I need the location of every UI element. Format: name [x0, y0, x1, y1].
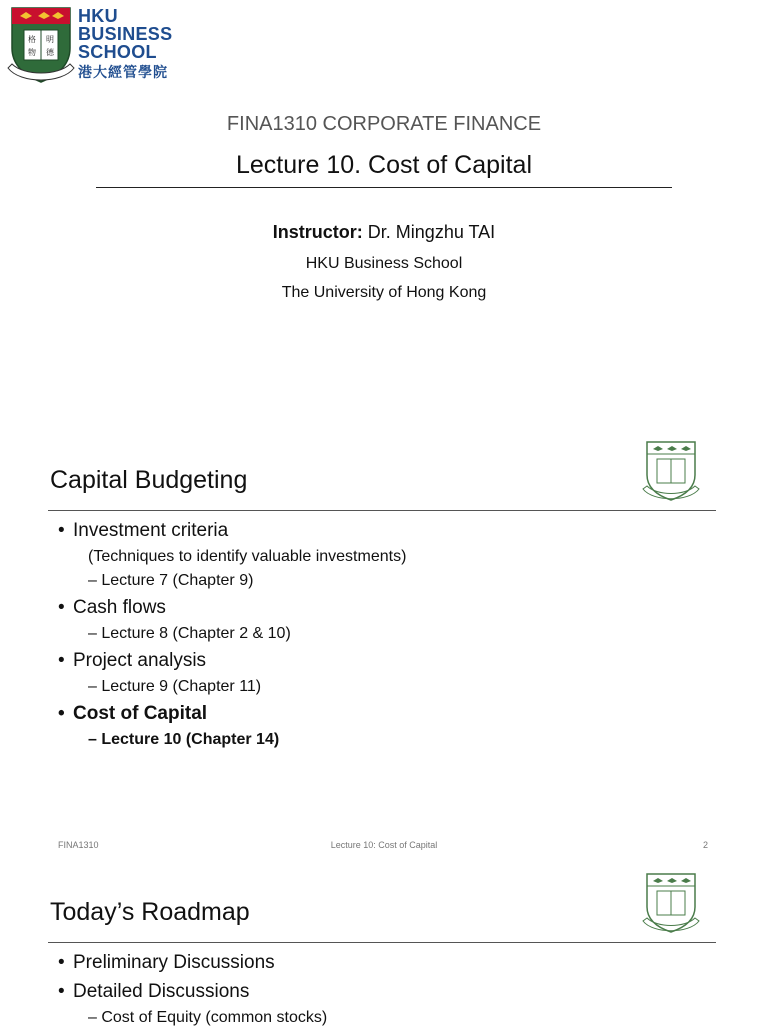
hku-crest-icon [641, 871, 701, 935]
hku-crest-icon [641, 439, 701, 503]
bullet-label: Preliminary Discussions [73, 952, 275, 973]
instructor-label: Instructor: [272, 222, 363, 242]
bullet-list [58, 514, 406, 750]
list-item-sub: – Lecture 9 (Chapter 11) [88, 678, 262, 695]
bullet-label: Cash flows [73, 597, 166, 618]
list-item-sub: – Cost of Equity (common stocks) [88, 1009, 328, 1026]
list-item-sub: – Lecture 8 (Chapter 2 & 10) [88, 625, 291, 642]
title-divider [48, 942, 716, 943]
footer-course: FINA1310 [58, 840, 99, 850]
university-name: The University of Hong Kong [281, 284, 487, 301]
list-item-emphasized: • Cost of Capital [58, 703, 208, 724]
school-name: HKU Business School [305, 255, 463, 272]
list-item: • Cash flows [58, 597, 166, 618]
footer-lecture: Lecture 10: Cost of Capital [330, 840, 438, 850]
list-item-sub: – Lecture 7 (Chapter 9) [88, 572, 254, 589]
capital-budgeting-slide [0, 430, 768, 862]
instructor-line [0, 222, 768, 243]
bullet-label: Detailed Discussions [73, 981, 250, 1002]
course-title: FINA1310 CORPORATE FINANCE [226, 113, 542, 135]
title-divider [96, 187, 672, 188]
page-number: 2 [703, 840, 709, 850]
svg-text:德: 德 [46, 48, 54, 57]
list-item-sub: – Lecture 10 (Chapter 14) [88, 731, 280, 748]
roadmap-slide [0, 862, 768, 1024]
svg-text:物: 物 [28, 48, 36, 57]
svg-text:格: 格 [28, 35, 36, 44]
svg-text:明: 明 [46, 35, 54, 44]
bullet-label: Investment criteria [73, 520, 229, 541]
title-divider [48, 510, 716, 511]
instructor-name: Dr. Mingzhu TAI [362, 222, 496, 242]
slide-title: Today’s Roadmap [50, 898, 250, 926]
hku-crest-icon [6, 4, 76, 86]
list-item: • Investment criteria [58, 520, 229, 541]
bullet-list [58, 946, 327, 1028]
list-item: • Preliminary Discussions [58, 952, 275, 973]
list-item-note: (Techniques to identify valuable investments) [88, 548, 407, 565]
logo-text-business: BUSINESS [78, 24, 173, 44]
slide-title: Capital Budgeting [50, 466, 248, 494]
bullet-label: Project analysis [73, 650, 207, 671]
logo-text-hku: HKU [78, 6, 118, 26]
list-item: • Project analysis [58, 650, 207, 671]
logo-text-chinese: 港大經管學院 [78, 65, 168, 81]
logo-text-school: SCHOOL [78, 42, 157, 62]
hku-business-school-logo [6, 4, 182, 84]
lecture-title: Lecture 10. Cost of Capital [236, 151, 532, 179]
bullet-label: Cost of Capital [73, 703, 208, 724]
title-slide [0, 0, 768, 420]
list-item: • Detailed Discussions [58, 981, 250, 1002]
